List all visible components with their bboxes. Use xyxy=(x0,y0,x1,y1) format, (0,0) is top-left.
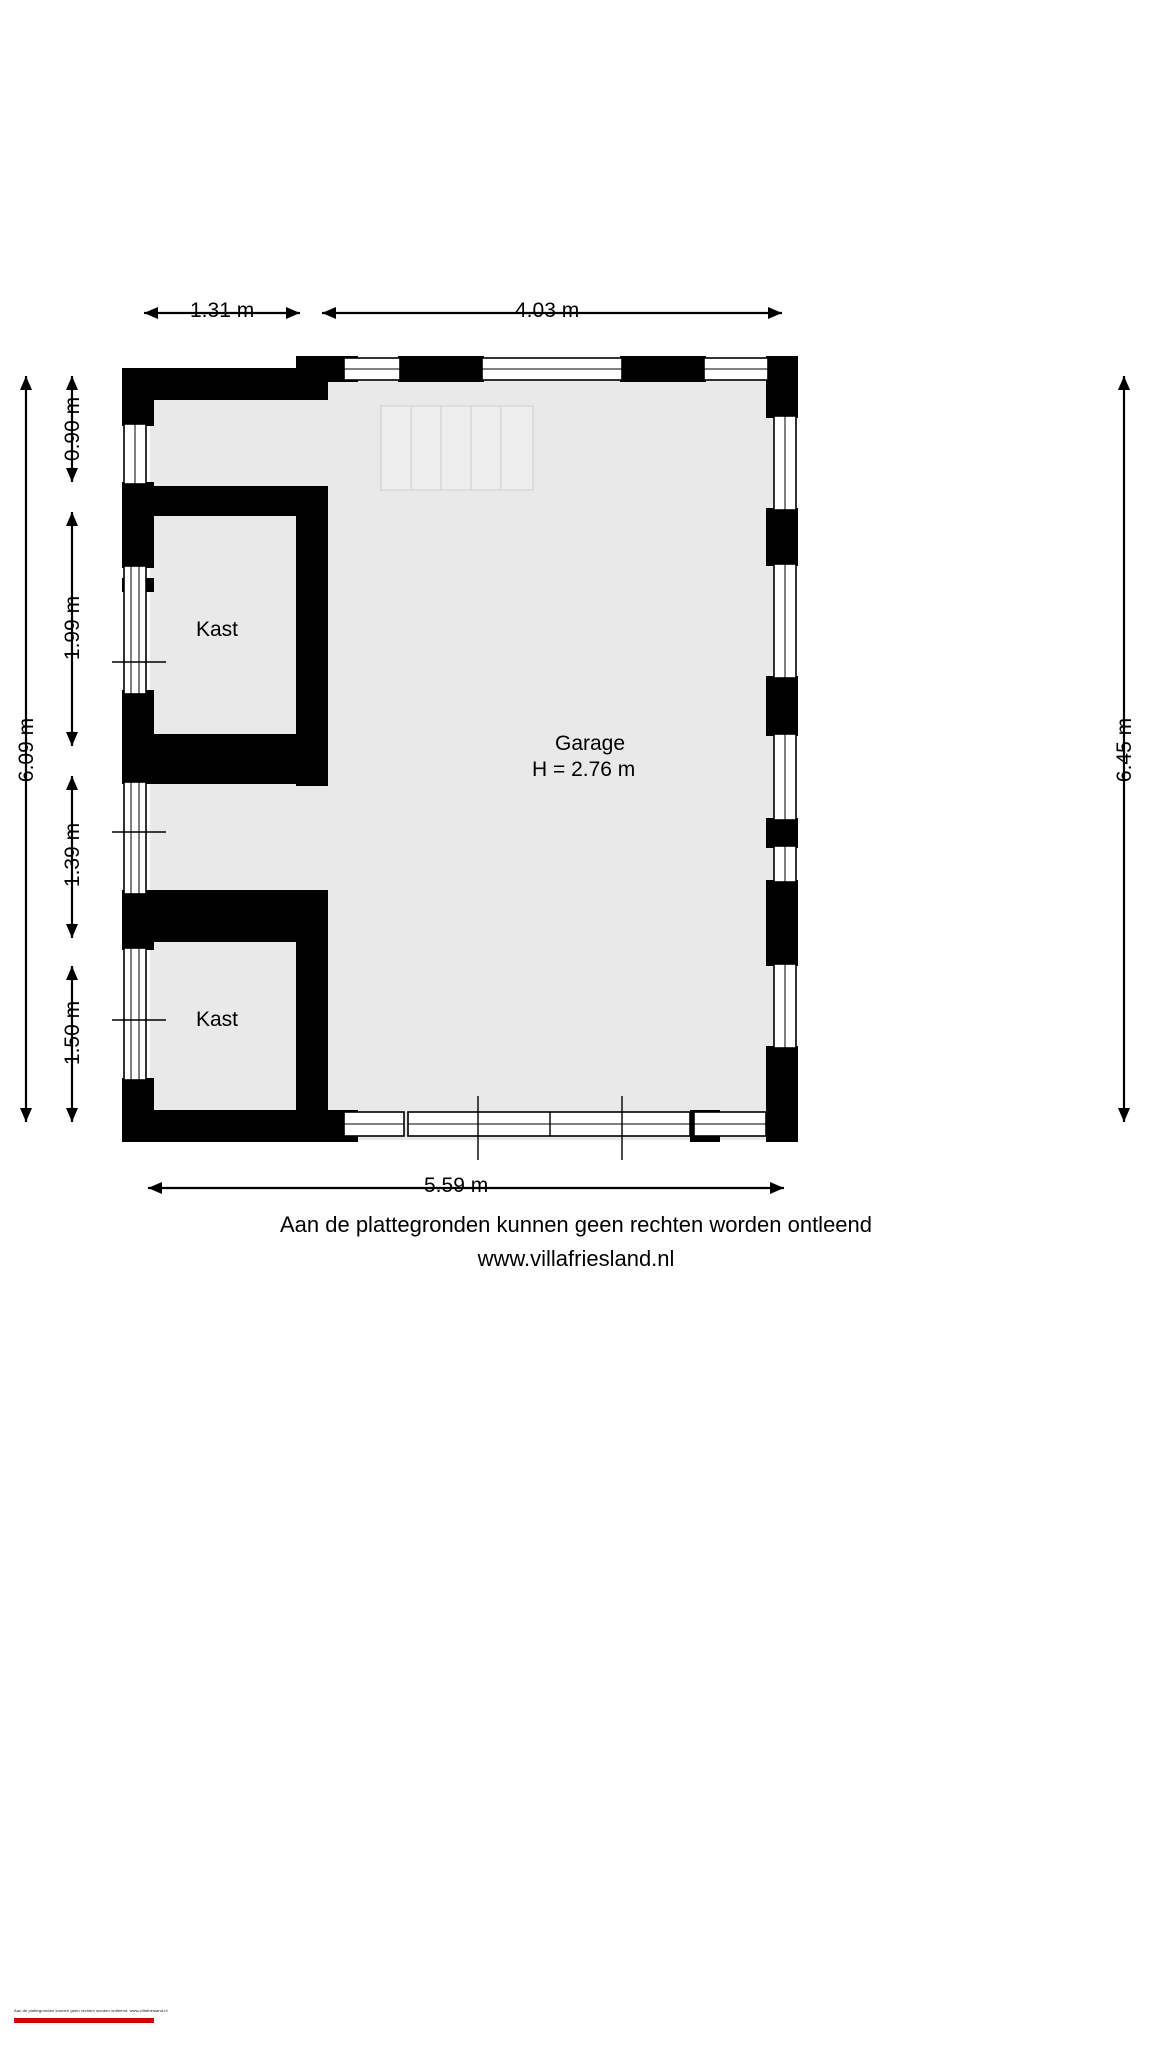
window-right-2 xyxy=(774,564,796,678)
window-top-3 xyxy=(704,358,768,380)
window-left-3 xyxy=(124,782,146,894)
window-top-1 xyxy=(344,358,400,380)
window-bottom-1 xyxy=(344,1112,404,1136)
room-height-garage: H = 2.76 m xyxy=(532,758,636,781)
dimension-label-left-total: 6.09 m xyxy=(15,717,38,783)
dimension-label-bottom-total: 5.59 m xyxy=(424,1174,489,1197)
room-label-kast-top: Kast xyxy=(196,618,239,641)
dimension-label-seg-0-90: 0.90 m xyxy=(61,396,84,462)
room-label-garage: Garage xyxy=(555,732,626,755)
window-right-4 xyxy=(774,846,796,882)
window-right-1 xyxy=(774,416,796,510)
website-text: www.villafriesland.nl xyxy=(477,1246,675,1271)
dimension-label-right-total: 6.45 m xyxy=(1113,717,1136,783)
disclaimer-text: Aan de plattegronden kunnen geen rechten worden ontleend xyxy=(279,1212,873,1237)
dimension-label-top-right: 4.03 m xyxy=(515,299,580,322)
dimension-label-seg-1-39: 1.39 m xyxy=(61,822,84,888)
dimension-label-seg-1-50: 1.50 m xyxy=(61,1000,84,1066)
dimension-label-seg-1-99: 1.99 m xyxy=(61,595,84,661)
window-left-2 xyxy=(124,566,146,694)
window-bottom-2 xyxy=(694,1112,766,1136)
stairs xyxy=(381,406,533,490)
micro-disclaimer-text: Aan de plattegronden kunnen geen rechten worden ontleend. www.villafriesland.nl xyxy=(14,2008,168,2013)
room-label-kast-bottom: Kast xyxy=(196,1008,239,1031)
dimension-label-top-left: 1.31 m xyxy=(190,299,255,322)
window-left-4 xyxy=(124,948,146,1080)
red-accent-bar xyxy=(14,2018,154,2023)
window-left-1 xyxy=(124,424,146,484)
window-right-5 xyxy=(774,964,796,1048)
window-right-3 xyxy=(774,734,796,820)
window-top-2 xyxy=(482,358,622,380)
